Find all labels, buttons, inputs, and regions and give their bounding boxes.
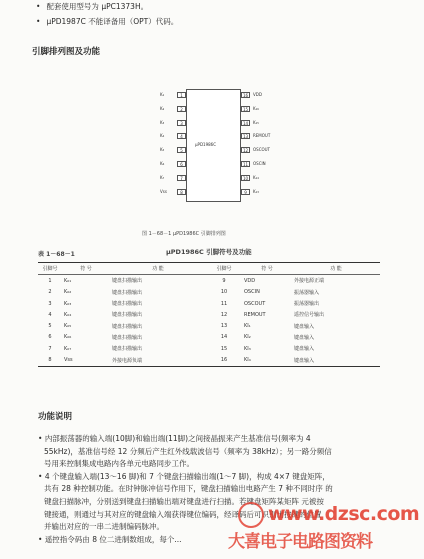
right-pin-label: K₁₆	[253, 105, 259, 111]
table-header-row	[38, 263, 380, 275]
right-pin: 10	[242, 175, 249, 181]
section-function-title: 功能说明	[38, 412, 73, 422]
th-symbol-2: 符 号	[242, 263, 292, 275]
cell-function: 键盘扫描输出	[112, 334, 143, 341]
cell-symbol-2: VDD	[244, 277, 256, 284]
right-pin: 11	[242, 162, 249, 167]
figure-caption: 图 1－68－1 μPD1986C 引脚排列图	[142, 231, 226, 237]
function-line-text: 55kHz)，基准信号经 12 分频后产生红外线载波信号（频率为 38kHz）；另一路分频信	[44, 446, 332, 456]
cell-function-2: 键盘输入	[294, 323, 315, 330]
watermark-logo	[238, 502, 264, 528]
bullet-dot: •	[38, 534, 45, 544]
cell-function: 键盘扫描输出	[112, 278, 143, 285]
table-row	[38, 332, 380, 343]
th-pin: 引脚号	[38, 263, 62, 275]
cell-pin-2: 16	[220, 357, 228, 364]
cell-symbol-2: REMOUT	[244, 311, 266, 318]
cell-symbol: K₀₄	[64, 311, 72, 318]
bullet-dot: •	[38, 471, 45, 481]
left-pin-label: K₅	[160, 147, 165, 153]
cell-symbol: K₀₁	[64, 277, 72, 284]
cell-pin-2: 15	[220, 345, 228, 352]
cell-pin-2: 12	[220, 311, 228, 318]
cell-symbol-2: KI₂	[244, 334, 251, 341]
watermark-text: 大喜电子电路图资料	[228, 532, 372, 552]
cell-symbol: Vss	[64, 357, 73, 364]
cell-pin: 5	[48, 323, 52, 330]
function-line-text: 键盘扫描脉冲，分别送到键盘扫描输出端对键盘进行扫描。若键盘矩阵某矩阵 元被按	[44, 497, 324, 506]
left-pin: 1	[177, 92, 186, 98]
section-pins-title: 引脚排列图及功能	[32, 47, 101, 57]
cell-function: 键盘扫描输出	[112, 301, 143, 308]
cell-pin-2: 14	[220, 334, 228, 341]
right-pin: 13	[242, 134, 249, 140]
cell-function: 键盘扫描输出	[112, 312, 143, 319]
cell-symbol: K₀₇	[64, 345, 72, 352]
table-row	[38, 343, 380, 354]
bullet-dot: •	[38, 434, 45, 443]
left-pin-label: K₂	[160, 105, 165, 111]
table-row	[38, 354, 380, 366]
table-body	[38, 275, 380, 366]
table-row	[38, 275, 380, 287]
cell-pin: 4	[48, 311, 52, 318]
pin-function-table	[38, 262, 380, 367]
function-line	[44, 458, 194, 471]
cell-pin-2: 10	[220, 289, 228, 296]
right-pin-label: K₁₄	[253, 174, 259, 180]
right-pin: 15	[242, 106, 249, 112]
cell-function: 键盘扫描输出	[112, 289, 143, 296]
left-pin: 3	[177, 120, 186, 126]
left-pin-label: K₁	[160, 92, 165, 97]
bullet-2	[36, 17, 178, 27]
left-pin: 4	[177, 133, 186, 139]
table-title: μPD1986C 引脚符号及功能	[166, 248, 252, 256]
cell-pin: 7	[48, 345, 52, 352]
cell-symbol: K₀₅	[64, 323, 72, 330]
right-pin: 16	[242, 93, 249, 98]
th-function: 功 能	[110, 263, 206, 275]
cell-pin: 3	[48, 300, 52, 307]
cell-function: 外接电源负端	[112, 357, 143, 364]
right-pin-label: OSCIN	[253, 161, 266, 166]
right-pin-label: OSCOUT	[253, 147, 270, 153]
function-line	[44, 446, 332, 459]
function-line	[38, 433, 311, 446]
th-symbol: 符 号	[62, 263, 110, 275]
cell-function-2: 振荡器输入	[294, 289, 320, 296]
function-line	[44, 521, 164, 534]
cell-symbol-2: KI₄	[244, 357, 251, 364]
chip-label: μPD1986C	[195, 142, 217, 147]
table-row	[38, 320, 380, 331]
bullet-dot: •	[36, 17, 41, 26]
function-line	[38, 471, 330, 484]
right-pin: 9	[241, 189, 250, 195]
watermark-url: www.dzsc.com	[268, 503, 420, 525]
right-pin-label: REMOUT	[253, 133, 271, 139]
cell-function-2: 键盘输入	[294, 346, 315, 353]
function-line-text: 遥控指令码由 8 位二进制数组成，每个...	[44, 534, 182, 544]
table-row	[38, 298, 380, 309]
left-pin-label: K₇	[160, 174, 165, 180]
cell-function-2: 振荡器输出	[294, 301, 320, 308]
cell-symbol: K₀₆	[64, 334, 72, 341]
cell-symbol: K₀₂	[64, 289, 72, 296]
left-pin-label: Vss	[160, 188, 167, 194]
left-pin: 8	[177, 189, 186, 195]
cell-pin: 2	[48, 289, 52, 296]
cell-pin-2: 13	[220, 323, 228, 330]
table-row	[38, 287, 380, 298]
th-function-2: 功 能	[292, 263, 380, 275]
left-pin: 5	[177, 147, 186, 153]
bullet-1-text: 配套使用型号为 μPC1373H。	[46, 2, 149, 11]
cell-function-2: 键盘输入	[294, 357, 315, 364]
function-line	[38, 534, 182, 547]
cell-symbol-2: KI₃	[244, 345, 251, 352]
left-pin-label: K₄	[160, 133, 165, 139]
chip-body	[186, 89, 241, 202]
right-pin-label: K₁₅	[253, 119, 259, 125]
left-pin-label: K₆	[160, 161, 165, 166]
function-line-text: 内部振荡器的输入端(10脚)和输出端(11脚)之间接晶振来产生基准信号(频率为 4	[44, 434, 311, 443]
cell-symbol-2: KI₁	[244, 323, 251, 330]
cell-pin: 1	[48, 277, 52, 284]
cell-symbol-2: OSCOUT	[244, 300, 266, 307]
function-line-text: 号用来控制集成电路内各单元电路同步工作。	[44, 459, 194, 469]
cell-function-2: 遥控信号输出	[294, 312, 325, 319]
left-pin-label: K₃	[160, 119, 165, 125]
right-pin: 12	[242, 148, 249, 154]
cell-symbol: K₀₃	[64, 300, 72, 307]
right-pin-label: VDD	[253, 92, 262, 97]
table-number: 表 1－68－1	[38, 251, 75, 258]
cell-function: 键盘扫描输出	[112, 346, 143, 353]
function-line	[44, 483, 333, 496]
function-line-text: 4 个键盘输入端(13～16 脚)和 7 个键盘扫描输出端(1～7 脚)，构成 4×7 键盘矩阵，	[44, 471, 330, 481]
right-pin-label: K₁₃	[253, 188, 259, 194]
th-pin-2: 引脚号	[206, 263, 242, 275]
cell-function-2: 外接电源正端	[294, 278, 325, 285]
cell-pin-2: 11	[220, 300, 228, 307]
left-pin: 2	[177, 106, 186, 112]
function-line-text: 键接通，则通过与其对应的键盘输入端获得键位编码，经译码后可识别出按键的位置	[44, 509, 322, 519]
left-pin: 6	[177, 161, 186, 167]
cell-function-2: 键盘输入	[294, 334, 315, 341]
cell-pin: 8	[48, 357, 52, 364]
cell-function: 键盘扫描输出	[112, 323, 143, 330]
function-line-text: 并输出对应的一串二进制编码脉冲。	[44, 522, 164, 532]
bullet-dot: •	[36, 2, 41, 11]
cell-pin-2: 9	[222, 277, 226, 284]
cell-symbol-2: OSCIN	[244, 289, 260, 296]
function-line-text: 共有 28 种控制功能。在时钟脉冲信号作用下，键盘扫描输出电路产生 7 种不同时序 的	[44, 484, 333, 494]
bullet-2-text: μPD1987C 不能译备用（OPT）代码。	[46, 17, 179, 26]
cell-pin: 6	[48, 334, 52, 341]
left-pin: 7	[177, 175, 186, 181]
bullet-1	[36, 2, 148, 12]
right-pin: 14	[242, 120, 249, 126]
table-row	[38, 309, 380, 320]
